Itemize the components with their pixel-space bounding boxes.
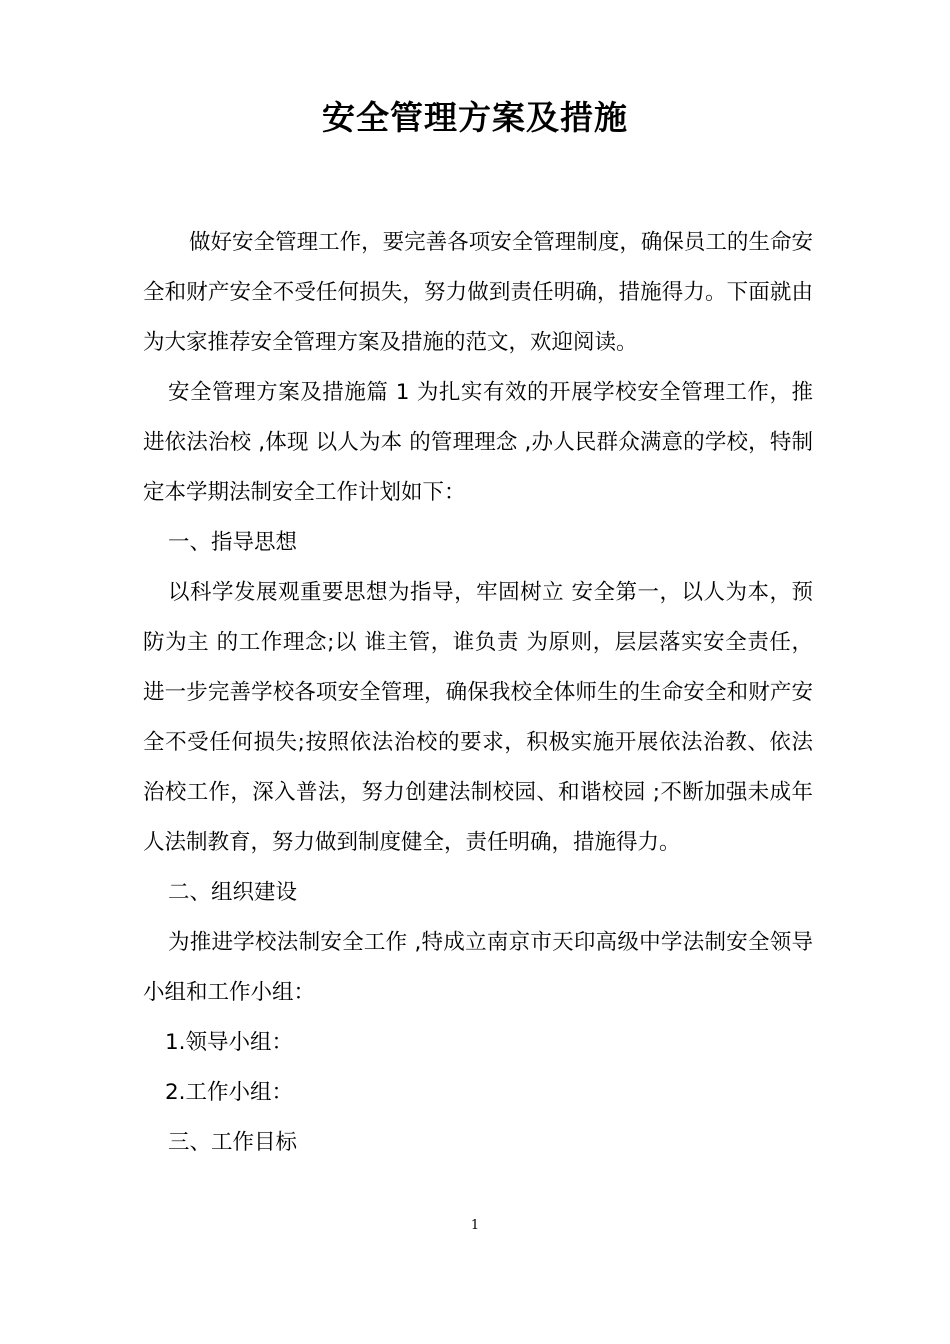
guiding-ideology-paragraph: 以科学发展观重要思想为指导，牢固树立 安全第一，以人为本，预防为主 的工作理念;以 谁主管，谁负责 为原则，层层落实安全责任，进一步完善学校各项安全管理，确保我校全体师生的生命安全和财产安全不受任何损失;按照依法治校的要求，积极实施开展依法治教、依法治校工作，深入普法，努力创建法制校园、和谐校园 ;不断加强未成年人法制教育，努力做到制度健全，责任明确，措施得力。 [143,580,813,855]
section-heading-organization: 二、组织建设 [168,880,298,905]
organization-paragraph: 为推进学校法制安全工作 ,特成立南京市天印高级中学法制安全领导小组和工作小组： [143,930,813,1005]
intro-paragraph: 做好安全管理工作，要完善各项安全管理制度，确保员工的生命安全和财产安全不受任何损失，努力做到责任明确，措施得力。下面就由 为大家推荐安全管理方案及措施的范文，欢迎阅读。 [143,230,813,355]
plan-intro-paragraph: 安全管理方案及措施篇 1 为扎实有效的开展学校安全管理工作，推进依法治校 ,体现 以人为本 的管理理念 ,办人民群众满意的学校，特制定本学期法制安全工作计划如下： [143,380,813,505]
document-title: 安全管理方案及措施 [322,98,628,137]
section-heading-guiding-ideology: 一、指导思想 [168,530,298,555]
page-number: 1 [470,1218,480,1233]
list-item-working-group: 2.工作小组： [165,1080,294,1105]
document-body [143,218,813,1168]
list-item-leadership-group: 1.领导小组： [165,1030,294,1055]
section-heading-work-goals: 三、工作目标 [168,1130,298,1155]
